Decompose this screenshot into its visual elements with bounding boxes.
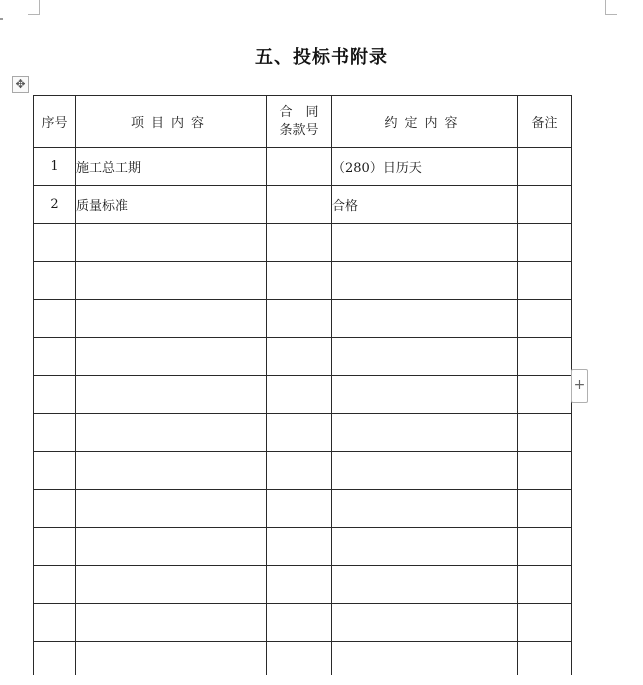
table-row <box>34 148 572 186</box>
cell-seq[interactable] <box>34 604 76 642</box>
cell-seq[interactable] <box>34 262 76 300</box>
table-row <box>34 262 572 300</box>
table-header-row <box>34 96 572 148</box>
cell-item[interactable] <box>76 224 267 262</box>
cell-contract-clause[interactable] <box>267 566 332 604</box>
margin-tick <box>0 18 3 20</box>
cell-agreed-content[interactable] <box>332 376 518 414</box>
cell-seq[interactable]: 1 <box>34 148 76 186</box>
cell-remark[interactable] <box>518 566 572 604</box>
table-row <box>34 642 572 680</box>
table-row <box>34 452 572 490</box>
cell-agreed-content[interactable] <box>332 224 518 262</box>
cell-agreed-content[interactable] <box>332 604 518 642</box>
cell-agreed-content[interactable] <box>332 414 518 452</box>
cell-item[interactable] <box>76 566 267 604</box>
cell-seq[interactable]: 2 <box>34 186 76 224</box>
cell-seq[interactable] <box>34 414 76 452</box>
cell-seq[interactable] <box>34 642 76 680</box>
cell-item[interactable] <box>76 490 267 528</box>
table-row <box>34 224 572 262</box>
cell-item[interactable] <box>76 642 267 680</box>
cell-item[interactable]: 施工总工期 <box>76 148 267 186</box>
header-agreed-content[interactable]: 约定内容 <box>332 96 518 148</box>
table-row <box>34 604 572 642</box>
cell-contract-clause[interactable] <box>267 452 332 490</box>
header-contract-clause[interactable] <box>267 96 332 148</box>
cell-agreed-content[interactable] <box>332 300 518 338</box>
cell-contract-clause[interactable] <box>267 490 332 528</box>
header-remark[interactable]: 备注 <box>518 96 572 148</box>
cell-agreed-content[interactable]: （280）日历天 <box>332 148 518 186</box>
cell-contract-clause[interactable] <box>267 186 332 224</box>
crop-mark-top-right <box>605 0 617 15</box>
cell-agreed-content[interactable] <box>332 566 518 604</box>
cell-item[interactable] <box>76 262 267 300</box>
table-row <box>34 490 572 528</box>
cell-seq[interactable] <box>34 528 76 566</box>
cell-item[interactable] <box>76 300 267 338</box>
cell-remark[interactable] <box>518 452 572 490</box>
table-move-handle[interactable] <box>12 76 29 93</box>
cell-remark[interactable] <box>518 642 572 680</box>
cell-item[interactable] <box>76 376 267 414</box>
cell-seq[interactable] <box>34 224 76 262</box>
cell-remark[interactable] <box>518 300 572 338</box>
cell-contract-clause[interactable] <box>267 338 332 376</box>
header-contract-line2: 条款号 <box>279 122 319 138</box>
cell-agreed-content[interactable] <box>332 490 518 528</box>
cell-remark[interactable] <box>518 262 572 300</box>
cell-remark[interactable] <box>518 224 572 262</box>
header-seq[interactable]: 序号 <box>34 96 76 148</box>
cell-contract-clause[interactable] <box>267 376 332 414</box>
cell-remark[interactable] <box>518 186 572 224</box>
cell-item[interactable] <box>76 604 267 642</box>
plus-icon: + <box>573 377 586 393</box>
move-arrows-icon: ✥ <box>15 77 26 91</box>
cell-agreed-content[interactable] <box>332 528 518 566</box>
cell-remark[interactable] <box>518 148 572 186</box>
cell-contract-clause[interactable] <box>267 224 332 262</box>
cell-agreed-content[interactable]: 合格 <box>332 186 518 224</box>
crop-mark-top-left <box>28 0 40 15</box>
header-item[interactable]: 项目内容 <box>76 96 267 148</box>
cell-seq[interactable] <box>34 338 76 376</box>
table-row <box>34 376 572 414</box>
cell-contract-clause[interactable] <box>267 148 332 186</box>
cell-seq[interactable] <box>34 566 76 604</box>
cell-remark[interactable] <box>518 528 572 566</box>
cell-agreed-content[interactable] <box>332 262 518 300</box>
cell-seq[interactable] <box>34 376 76 414</box>
cell-contract-clause[interactable] <box>267 262 332 300</box>
cell-seq[interactable] <box>34 300 76 338</box>
cell-agreed-content[interactable] <box>332 452 518 490</box>
page-title: 五、投标书附录 <box>255 47 388 68</box>
cell-contract-clause[interactable] <box>267 414 332 452</box>
cell-seq[interactable] <box>34 452 76 490</box>
table-row <box>34 300 572 338</box>
table-row <box>34 414 572 452</box>
cell-contract-clause[interactable] <box>267 300 332 338</box>
cell-contract-clause[interactable] <box>267 528 332 566</box>
cell-item[interactable]: 质量标准 <box>76 186 267 224</box>
table-row <box>34 186 572 224</box>
cell-remark[interactable] <box>518 604 572 642</box>
cell-remark[interactable] <box>518 490 572 528</box>
cell-agreed-content[interactable] <box>332 642 518 680</box>
cell-remark[interactable] <box>518 414 572 452</box>
cell-remark[interactable] <box>518 338 572 376</box>
add-row-button[interactable] <box>571 369 588 403</box>
cell-item[interactable] <box>76 338 267 376</box>
cell-item[interactable] <box>76 528 267 566</box>
cell-contract-clause[interactable] <box>267 604 332 642</box>
page-bottom-edge <box>0 675 643 685</box>
table-row <box>34 338 572 376</box>
cell-remark[interactable] <box>518 376 572 414</box>
cell-agreed-content[interactable] <box>332 338 518 376</box>
table-row <box>34 566 572 604</box>
table-row <box>34 528 572 566</box>
cell-item[interactable] <box>76 452 267 490</box>
cell-seq[interactable] <box>34 490 76 528</box>
header-contract-line1: 合 同 <box>279 104 319 120</box>
cell-item[interactable] <box>76 414 267 452</box>
appendix-table <box>33 95 572 680</box>
cell-contract-clause[interactable] <box>267 642 332 680</box>
